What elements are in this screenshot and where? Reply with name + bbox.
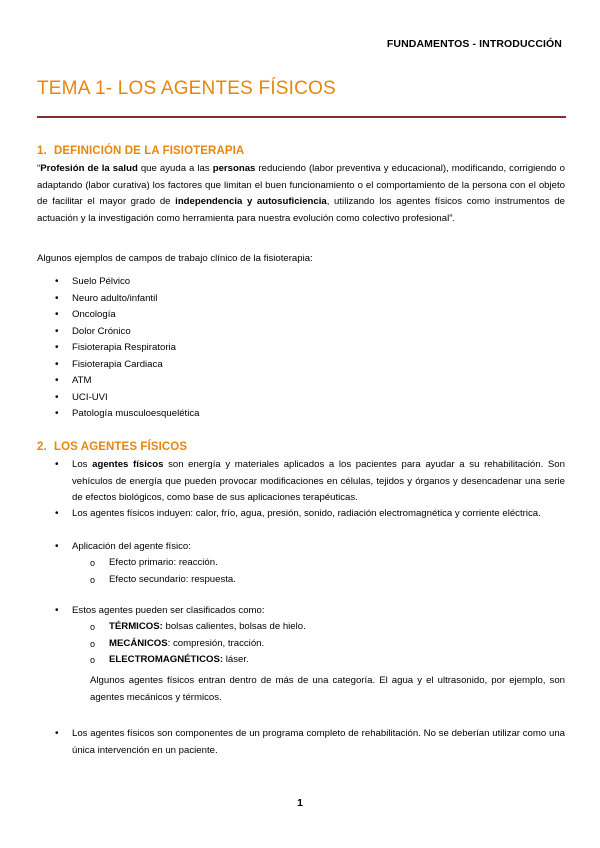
class-label: ELECTROMAGNÉTICOS: — [109, 654, 224, 665]
list-item — [90, 619, 306, 636]
clinical-fields-list — [55, 274, 199, 423]
list-item: • UCI-UVI — [55, 390, 199, 407]
p1-bold: agentes físicos — [92, 459, 164, 470]
bullet: • — [55, 508, 59, 519]
list-item: • Patología musculoesquelética — [55, 406, 199, 423]
def-text-1: que ayuda a las — [137, 163, 213, 174]
list-item: • Fisioterapia Cardiaca — [55, 357, 199, 374]
def-text-3: , utilizando los agentes físicos como instrumentos de actuación y la investigación como herramienta para nuestra evolución como colectivo profesional”. — [37, 196, 565, 224]
list-item: • Oncología — [55, 307, 199, 324]
def-bold-3: independencia y autosuficiencia — [175, 196, 327, 207]
list-item: • Dolor Crónico — [55, 324, 199, 341]
bullet: • — [55, 541, 59, 552]
list-item: • Neuro adulto/infantil — [55, 291, 199, 308]
bullet: • — [55, 605, 59, 616]
section-2-title: LOS AGENTES FÍSICOS — [54, 441, 188, 453]
p5-text: Los agentes físicos son componentes de un programa completo de rehabilitación. No se deberían utilizar como una única intervención en un paciente. — [72, 728, 565, 756]
list-item — [90, 652, 306, 669]
agent-application — [55, 539, 565, 556]
class-text: bolsas calientes, bolsas de hielo. — [162, 621, 306, 632]
list-item: • Suelo Pélvico — [55, 274, 199, 291]
classification-intro — [55, 603, 565, 620]
page-title: TEMA 1- LOS AGENTES FÍSICOS — [37, 78, 336, 99]
list-item: • Fisioterapia Respiratoria — [55, 340, 199, 357]
list-item — [90, 636, 306, 653]
definition-paragraph — [37, 161, 565, 227]
rehab-program-note — [55, 726, 565, 759]
section-1-heading — [37, 145, 244, 157]
p1-text-a: Los — [72, 459, 93, 470]
bullet: • — [55, 728, 59, 739]
class-text: láser. — [223, 654, 249, 665]
class-label: TÉRMICOS: — [109, 621, 163, 632]
section-1-title: DEFINICIÓN DE LA FISIOTERAPIA — [54, 145, 245, 157]
list-item: o Efecto secundario: respuesta. — [90, 572, 236, 589]
class-text: : compresión, tracción. — [167, 637, 265, 649]
class-label: MECÁNICOS — [109, 637, 168, 649]
p3-text: Aplicación del agente físico: — [72, 541, 191, 552]
p1-text-c: son energía y materiales aplicados a los pacientes para ayudar a su rehabilitación. Son vehículos de energía que pueden provocar modificaciones en células, tejidos y órganos y desencadenar una serie de efectos biológicos, como base de sus aplicaciones terapéuticas. — [72, 459, 565, 503]
running-header: FUNDAMENTOS - INTRODUCCIÓN — [386, 38, 562, 50]
list-item: o Efecto primario: reacción. — [90, 555, 236, 572]
classes-list — [90, 619, 306, 669]
def-bold-2: personas — [212, 163, 256, 174]
agents-definition — [55, 457, 565, 507]
p2-text: Los agentes físicos induyen: calor, frío, agua, presión, sonido, radiación electromagnética y corriente eléctrica. — [72, 508, 541, 519]
section-2-number: 2. — [37, 441, 47, 453]
page-number: 1 — [297, 797, 303, 809]
list-item: • ATM — [55, 373, 199, 390]
classification-note: Algunos agentes físicos entran dentro de más de una categoría. El agua y el ultrasonido, por ejemplo, son agentes mecánicos y térmicos. — [90, 675, 565, 703]
section-1-number: 1. — [37, 145, 47, 157]
p4-text: Estos agentes pueden ser clasificados como: — [72, 605, 265, 616]
title-divider — [37, 116, 566, 118]
agents-include — [55, 506, 565, 523]
effects-list — [90, 555, 236, 588]
open-quote: “ — [37, 163, 41, 174]
def-text-2: reduciendo (labor preventiva y educacional), modificando, corrigiendo o adaptando (labor curativa) los factores que limitan el buen funcionamiento o el comportamiento de la persona con el objeto de facilitar el mayor grado de — [37, 163, 565, 207]
section-2-heading — [37, 441, 187, 453]
bullet: • — [55, 459, 59, 470]
def-bold-1: Profesión de la salud — [40, 163, 138, 174]
fields-intro: Algunos ejemplos de campos de trabajo clínico de la fisioterapia: — [37, 253, 313, 264]
